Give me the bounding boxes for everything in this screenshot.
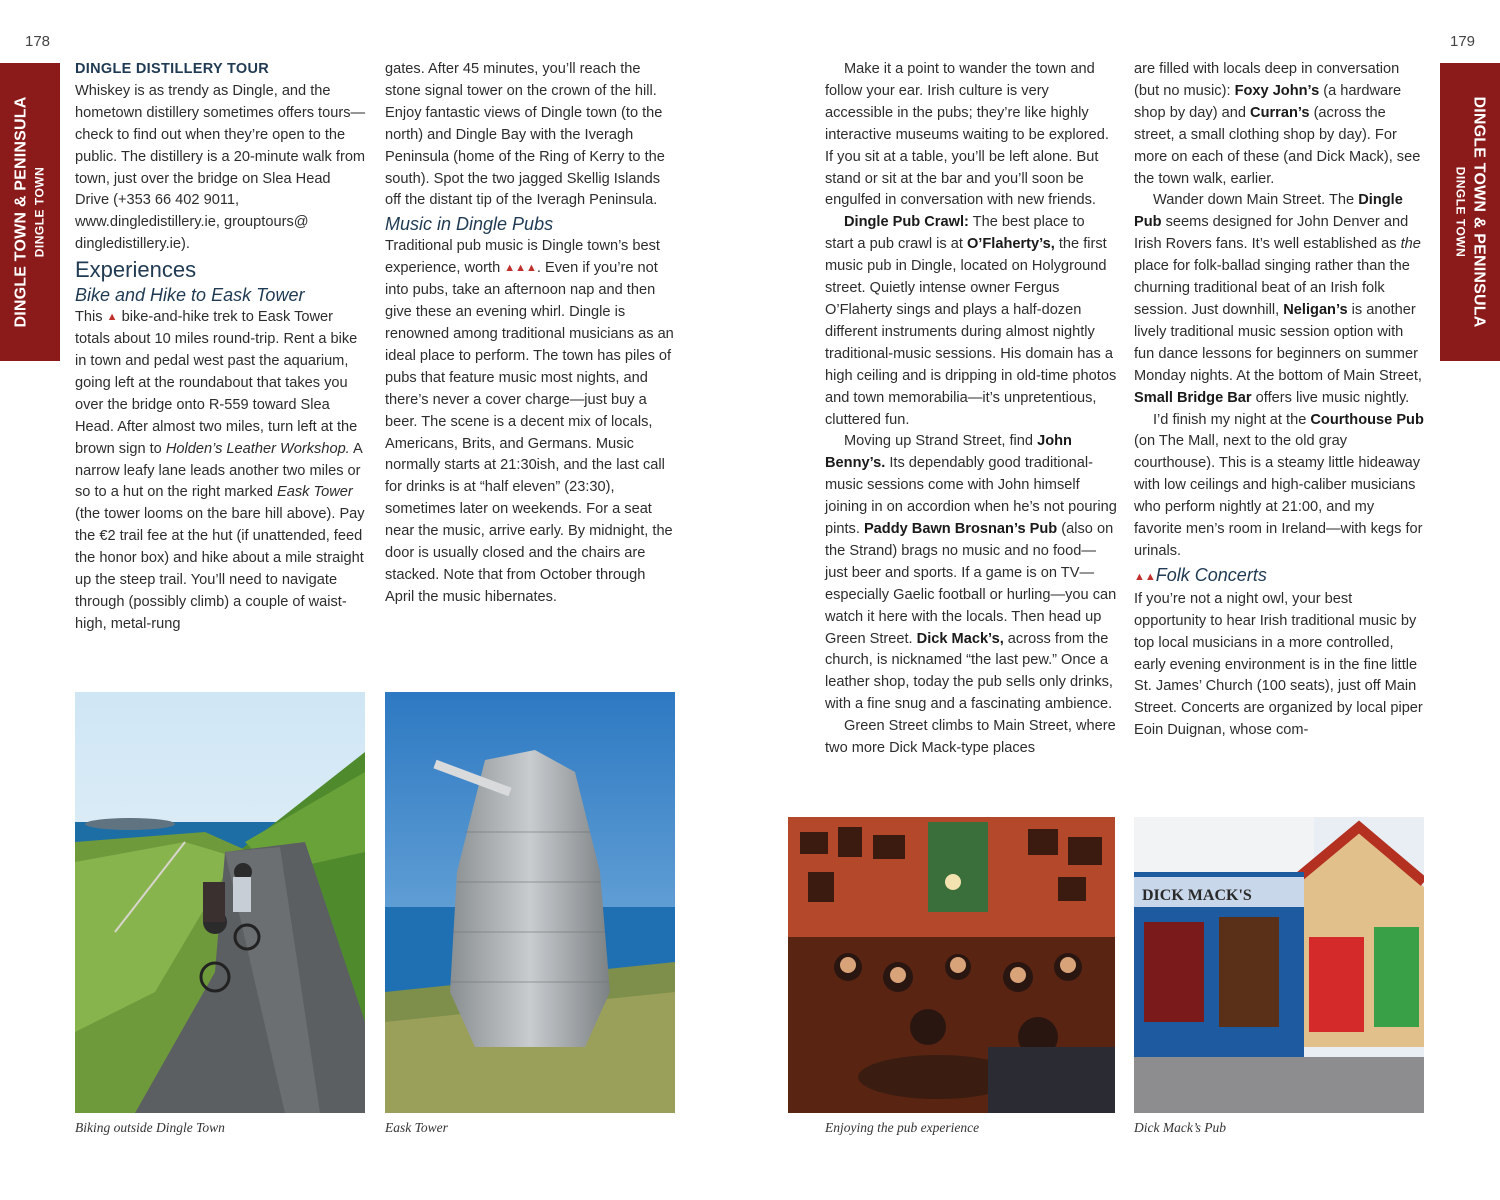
- column-4: [1134, 59, 1426, 742]
- pub-crawl-paragraph: Dingle Pub Crawl: The best place to start a pub crawl is at O’Flaherty’s, the first music pub in Dingle, located on Holyground street. Quietly intense owner Fergus O’Flaherty sings and plays a half-dozen different instruments during almost nightly traditional-music sessions. His domain has a high ceiling and is dripping in old-time photos and town memorabilia—it’s unpretentious, cluttered fun.: [825, 214, 1117, 428]
- caption-dick-macks: Dick Mack’s Pub: [1134, 1120, 1226, 1135]
- caption-eask: Eask Tower: [385, 1120, 448, 1135]
- caption-pub: Enjoying the pub experience: [825, 1120, 980, 1135]
- pub-sign-text: DICK MACK'S: [1142, 887, 1252, 904]
- green-street-paragraph: Green Street climbs to Main Street, where two more Dick Mack-type places: [825, 718, 1116, 757]
- tab-title: DINGLE TOWN & PENINSULA: [12, 96, 30, 328]
- column-3: [825, 59, 1117, 760]
- page-number-right: 179: [1450, 33, 1476, 50]
- bike-hike-heading: Bike and Hike to Eask Tower: [75, 285, 305, 306]
- photo-eask-tower: [385, 692, 675, 1113]
- rating-triangles-icon: ▲▲: [1134, 570, 1156, 583]
- main-street-paragraph: Wander down Main Street. The Dingle Pub seems designed for John Denver and Irish Rovers fans. It’s well established as the place for folk-ballad singing rather than the churning traditional beat of an Irish folk session. Just downhill, Neligan’s is another lively traditional music session option with fun dance lessons for beginners on summer Monday nights. At the bottom of Main Street, Small Bridge Bar offers live music nightly.: [1134, 192, 1422, 406]
- distillery-paragraph: Whiskey is as trendy as Dingle, and the hometown distillery sometimes offers tours—check to find out when they’re open to the public. The distillery is a 20-minute walk from town, just over the bridge on Slea Head Drive (+353 66 402 9011, www.dingledistillery.ie, grouptours@ dingledistillery.ie).: [75, 82, 366, 253]
- experiences-heading: Experiences: [75, 257, 197, 283]
- column-2: [385, 59, 677, 609]
- tower-paragraph: gates. After 45 minutes, you’ll reach the stone signal tower on the crown of the hill. Enjoy fantastic views of Dingle town (to the north) and Dingle Bay with the Iveragh Peninsula (home of the Ring of Kerry to the south). Spot the two jagged Skellig Islands off the distant tip of the Iveragh Peninsula.: [385, 61, 665, 209]
- photo-biking: [75, 692, 365, 1113]
- column-1: [75, 59, 367, 636]
- page-number-left: 178: [25, 33, 51, 50]
- section-tab-left: [0, 63, 60, 361]
- folk-concerts-heading: ▲▲Folk Concerts: [1134, 564, 1267, 585]
- music-heading: Music in Dingle Pubs: [385, 214, 554, 235]
- photo-dick-macks: [1134, 817, 1424, 1113]
- music-paragraph: Traditional pub music is Dingle town’s best experience, worth ▲▲▲. Even if you’re not into pubs, take an afternoon nap and then give these an evening whirl. Dingle is renowned among traditional musicians as an ideal place to perform. The town has piles of pubs that feature music most nights, and there’s never a cover charge—just buy a beer. The scene is a decent mix of locals, Americans, Brits, and Germans. Music normally starts at 21:30ish, and the last call for drinks is at “half eleven” (23:30), sometimes later on weekends. For a seat near the music, arrive early. By midnight, the door is usually closed and the chairs are stacked. Note that from October through April the music hibernates.: [385, 238, 674, 605]
- distillery-heading: DINGLE DISTILLERY TOUR: [75, 61, 270, 77]
- tab-subtitle: DINGLE TOWN: [32, 166, 47, 258]
- strand-street-paragraph: Moving up Strand Street, find John Benny’s. Its dependably good traditional-music sessions come with John himself joining in on accordion when he’s not pouring pints. Paddy Bawn Brosnan’s Pub (also on the Strand) brags no music and no food—just beer and sports. If a game is on TV—especially Gaelic football or hurling—you can watch it here with the locals. Then head up Green Street. Dick Mack’s, across from the church, is nicknamed “the last pew.” Once a leather shop, today the pub sells only drinks, with a fine snug and a fascinating ambience.: [825, 433, 1117, 713]
- tab-title: DINGLE TOWN & PENINSULA: [1470, 96, 1488, 328]
- intro-paragraph: Make it a point to wander the town and follow your ear. Irish culture is very accessible in the pubs; they’re like highly interactive museums waiting to be explored. If you sit at a table, you’ll be left alone. But stand or sit at the bar and you’ll soon be engulfed in conversation with new friends.: [825, 61, 1109, 209]
- rating-triangles-icon: ▲▲▲: [504, 262, 537, 275]
- caption-biking: Biking outside Dingle Town: [75, 1120, 225, 1135]
- bike-hike-paragraph: This ▲ bike-and-hike trek to Eask Tower totals about 10 miles round-trip. Rent a bike in town and pedal west past the aquarium, going left at the roundabout that takes you over the bridge onto R-559 toward Slea Head. After almost two miles, turn left at the brown sign to Holden’s Leather Workshop. A narrow leafy lane leads another two miles or so to a hut on the right marked Eask Tower (the tower looms on the bare hill above). Pay the €2 trail fee at the hut (if unattended, feed the honor box) and hike about a mile straight up the steep trail. You’ll need to navigate through (possibly climb) a couple of waist-high, metal-rung: [75, 309, 365, 632]
- folk-concerts-paragraph: If you’re not a night owl, your best opportunity to hear Irish traditional music by top local musicians in a more controlled, early evening environment is in the fine little St. James’ Church (100 seats), just off Main Street. Concerts are organized by local piper Eoin Duignan, whose com-: [1134, 590, 1423, 739]
- courthouse-paragraph: I’d finish my night at the Courthouse Pub (on The Mall, next to the old gray courthouse). This is a steamy little hideaway with low ceilings and high-caliber musicians who perform nightly at 21:00, and my favorite men’s room in Ireland—with kegs for urinals.: [1134, 411, 1424, 559]
- tab-subtitle: DINGLE TOWN: [1453, 166, 1468, 258]
- locals-paragraph: are filled with locals deep in conversation (but no music): Foxy John’s (a hardware shop by day) and Curran’s (across the street, a small clothing shop by day). For more on each of these (and Dick Mack), see the town walk, earlier.: [1134, 61, 1421, 187]
- section-tab-right: [1440, 63, 1500, 361]
- photo-pub-interior: [788, 817, 1115, 1113]
- rating-triangle-icon: ▲: [106, 311, 118, 324]
